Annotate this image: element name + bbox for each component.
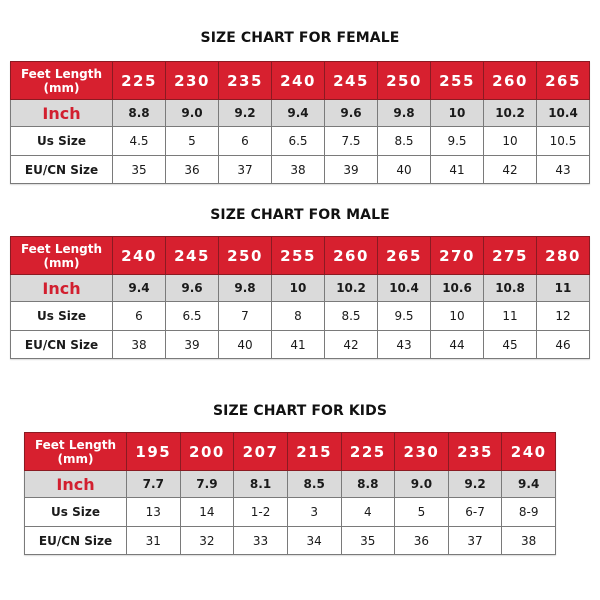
feet-length-row	[25, 433, 556, 471]
table-cell: 225	[113, 62, 166, 100]
table-cell: 5	[395, 498, 449, 527]
kids-size-table	[24, 432, 556, 555]
table-cell: 39	[325, 156, 378, 184]
table-cell: 255	[431, 62, 484, 100]
table-cell: 42	[325, 331, 378, 359]
table-cell: 8.5	[287, 471, 341, 498]
female-size-table	[10, 61, 590, 184]
table-cell: 39	[166, 331, 219, 359]
table-cell: 3	[287, 498, 341, 527]
male-size-table	[10, 236, 590, 359]
feet-length-row	[11, 62, 590, 100]
table-cell: 9.6	[325, 100, 378, 127]
table-cell: 9.4	[272, 100, 325, 127]
eu-cn-size-label: EU/CN Size	[11, 331, 113, 359]
table-cell: 260	[484, 62, 537, 100]
table-cell: 200	[180, 433, 234, 471]
table-cell: 7.5	[325, 127, 378, 156]
table-cell: 250	[378, 62, 431, 100]
table-cell: 43	[537, 156, 590, 184]
table-cell: 10.5	[537, 127, 590, 156]
table-cell: 9.5	[431, 127, 484, 156]
eu-cn-size-row	[11, 331, 590, 359]
table-cell: 245	[166, 237, 219, 275]
table-cell: 7.7	[127, 471, 181, 498]
table-cell: 6.5	[166, 302, 219, 331]
table-cell: 8.8	[113, 100, 166, 127]
us-size-label: Us Size	[25, 498, 127, 527]
table-cell: 265	[537, 62, 590, 100]
table-cell: 230	[395, 433, 449, 471]
table-cell: 8.5	[325, 302, 378, 331]
table-cell: 11	[537, 275, 590, 302]
table-cell: 8.5	[378, 127, 431, 156]
table-cell: 32	[180, 527, 234, 555]
table-cell: 43	[378, 331, 431, 359]
table-cell: 14	[180, 498, 234, 527]
eu-cn-size-label: EU/CN Size	[25, 527, 127, 555]
table-cell: 12	[537, 302, 590, 331]
table-cell: 9.0	[166, 100, 219, 127]
inch-row	[25, 471, 556, 498]
eu-cn-size-label: EU/CN Size	[11, 156, 113, 184]
table-cell: 280	[537, 237, 590, 275]
table-cell: 225	[341, 433, 395, 471]
table-cell: 34	[287, 527, 341, 555]
table-cell: 40	[378, 156, 431, 184]
table-cell: 270	[431, 237, 484, 275]
feet-length-label	[11, 237, 113, 275]
table-cell: 9.5	[378, 302, 431, 331]
table-cell: 240	[502, 433, 556, 471]
table-cell: 265	[378, 237, 431, 275]
table-cell: 10	[484, 127, 537, 156]
inch-row	[11, 275, 590, 302]
table-cell: 8.8	[341, 471, 395, 498]
feet-length-label-line1: Feet Length	[34, 437, 117, 452]
table-cell: 38	[113, 331, 166, 359]
eu-cn-size-row	[25, 527, 556, 555]
table-cell: 6-7	[448, 498, 502, 527]
male-chart-title: SIZE CHART FOR MALE	[210, 207, 390, 223]
table-cell: 9.4	[113, 275, 166, 302]
table-cell: 9.8	[219, 275, 272, 302]
table-cell: 235	[448, 433, 502, 471]
table-cell: 44	[431, 331, 484, 359]
table-cell: 275	[484, 237, 537, 275]
table-cell: 240	[272, 62, 325, 100]
table-cell: 10	[431, 100, 484, 127]
table-cell: 1-2	[234, 498, 288, 527]
table-cell: 4.5	[113, 127, 166, 156]
table-cell: 215	[287, 433, 341, 471]
table-cell: 10.6	[431, 275, 484, 302]
table-cell: 10	[431, 302, 484, 331]
table-cell: 8-9	[502, 498, 556, 527]
table-cell: 9.4	[502, 471, 556, 498]
feet-length-label-line2: (mm)	[43, 255, 80, 270]
table-cell: 9.8	[378, 100, 431, 127]
table-cell: 36	[166, 156, 219, 184]
table-cell: 6	[113, 302, 166, 331]
table-cell: 36	[395, 527, 449, 555]
table-cell: 5	[166, 127, 219, 156]
table-cell: 7.9	[180, 471, 234, 498]
inch-label: Inch	[11, 275, 113, 302]
table-cell: 13	[127, 498, 181, 527]
feet-length-label	[25, 433, 127, 471]
table-cell: 10	[272, 275, 325, 302]
feet-length-label-line1: Feet Length	[20, 66, 103, 81]
table-cell: 31	[127, 527, 181, 555]
table-cell: 41	[431, 156, 484, 184]
table-cell: 207	[234, 433, 288, 471]
table-cell: 42	[484, 156, 537, 184]
kids-chart-title: SIZE CHART FOR KIDS	[212, 403, 388, 419]
table-cell: 235	[219, 62, 272, 100]
table-cell: 35	[341, 527, 395, 555]
table-cell: 10.8	[484, 275, 537, 302]
table-cell: 9.2	[219, 100, 272, 127]
table-cell: 10.4	[378, 275, 431, 302]
table-cell: 230	[166, 62, 219, 100]
feet-length-label-line2: (mm)	[43, 80, 80, 95]
table-cell: 9.0	[395, 471, 449, 498]
us-size-label: Us Size	[11, 127, 113, 156]
table-cell: 255	[272, 237, 325, 275]
inch-label: Inch	[25, 471, 127, 498]
table-cell: 260	[325, 237, 378, 275]
table-cell: 38	[502, 527, 556, 555]
feet-length-label	[11, 62, 113, 100]
table-cell: 8.1	[234, 471, 288, 498]
table-cell: 33	[234, 527, 288, 555]
table-cell: 8	[272, 302, 325, 331]
table-cell: 7	[219, 302, 272, 331]
table-cell: 10.2	[484, 100, 537, 127]
table-cell: 250	[219, 237, 272, 275]
table-cell: 195	[127, 433, 181, 471]
table-cell: 10.4	[537, 100, 590, 127]
table-cell: 6.5	[272, 127, 325, 156]
us-size-label: Us Size	[11, 302, 113, 331]
table-cell: 37	[219, 156, 272, 184]
inch-label: Inch	[11, 100, 113, 127]
table-cell: 40	[219, 331, 272, 359]
female-chart-title: SIZE CHART FOR FEMALE	[200, 30, 400, 46]
us-size-row	[11, 127, 590, 156]
table-cell: 37	[448, 527, 502, 555]
table-cell: 9.2	[448, 471, 502, 498]
table-cell: 245	[325, 62, 378, 100]
table-cell: 240	[113, 237, 166, 275]
table-cell: 38	[272, 156, 325, 184]
us-size-row	[11, 302, 590, 331]
table-cell: 10.2	[325, 275, 378, 302]
table-cell: 9.6	[166, 275, 219, 302]
table-cell: 45	[484, 331, 537, 359]
feet-length-label-line1: Feet Length	[20, 241, 103, 256]
table-cell: 41	[272, 331, 325, 359]
table-cell: 6	[219, 127, 272, 156]
feet-length-label-line2: (mm)	[57, 451, 94, 466]
table-cell: 46	[537, 331, 590, 359]
feet-length-row	[11, 237, 590, 275]
inch-row	[11, 100, 590, 127]
table-cell: 11	[484, 302, 537, 331]
table-cell: 35	[113, 156, 166, 184]
table-cell: 4	[341, 498, 395, 527]
eu-cn-size-row	[11, 156, 590, 184]
us-size-row	[25, 498, 556, 527]
